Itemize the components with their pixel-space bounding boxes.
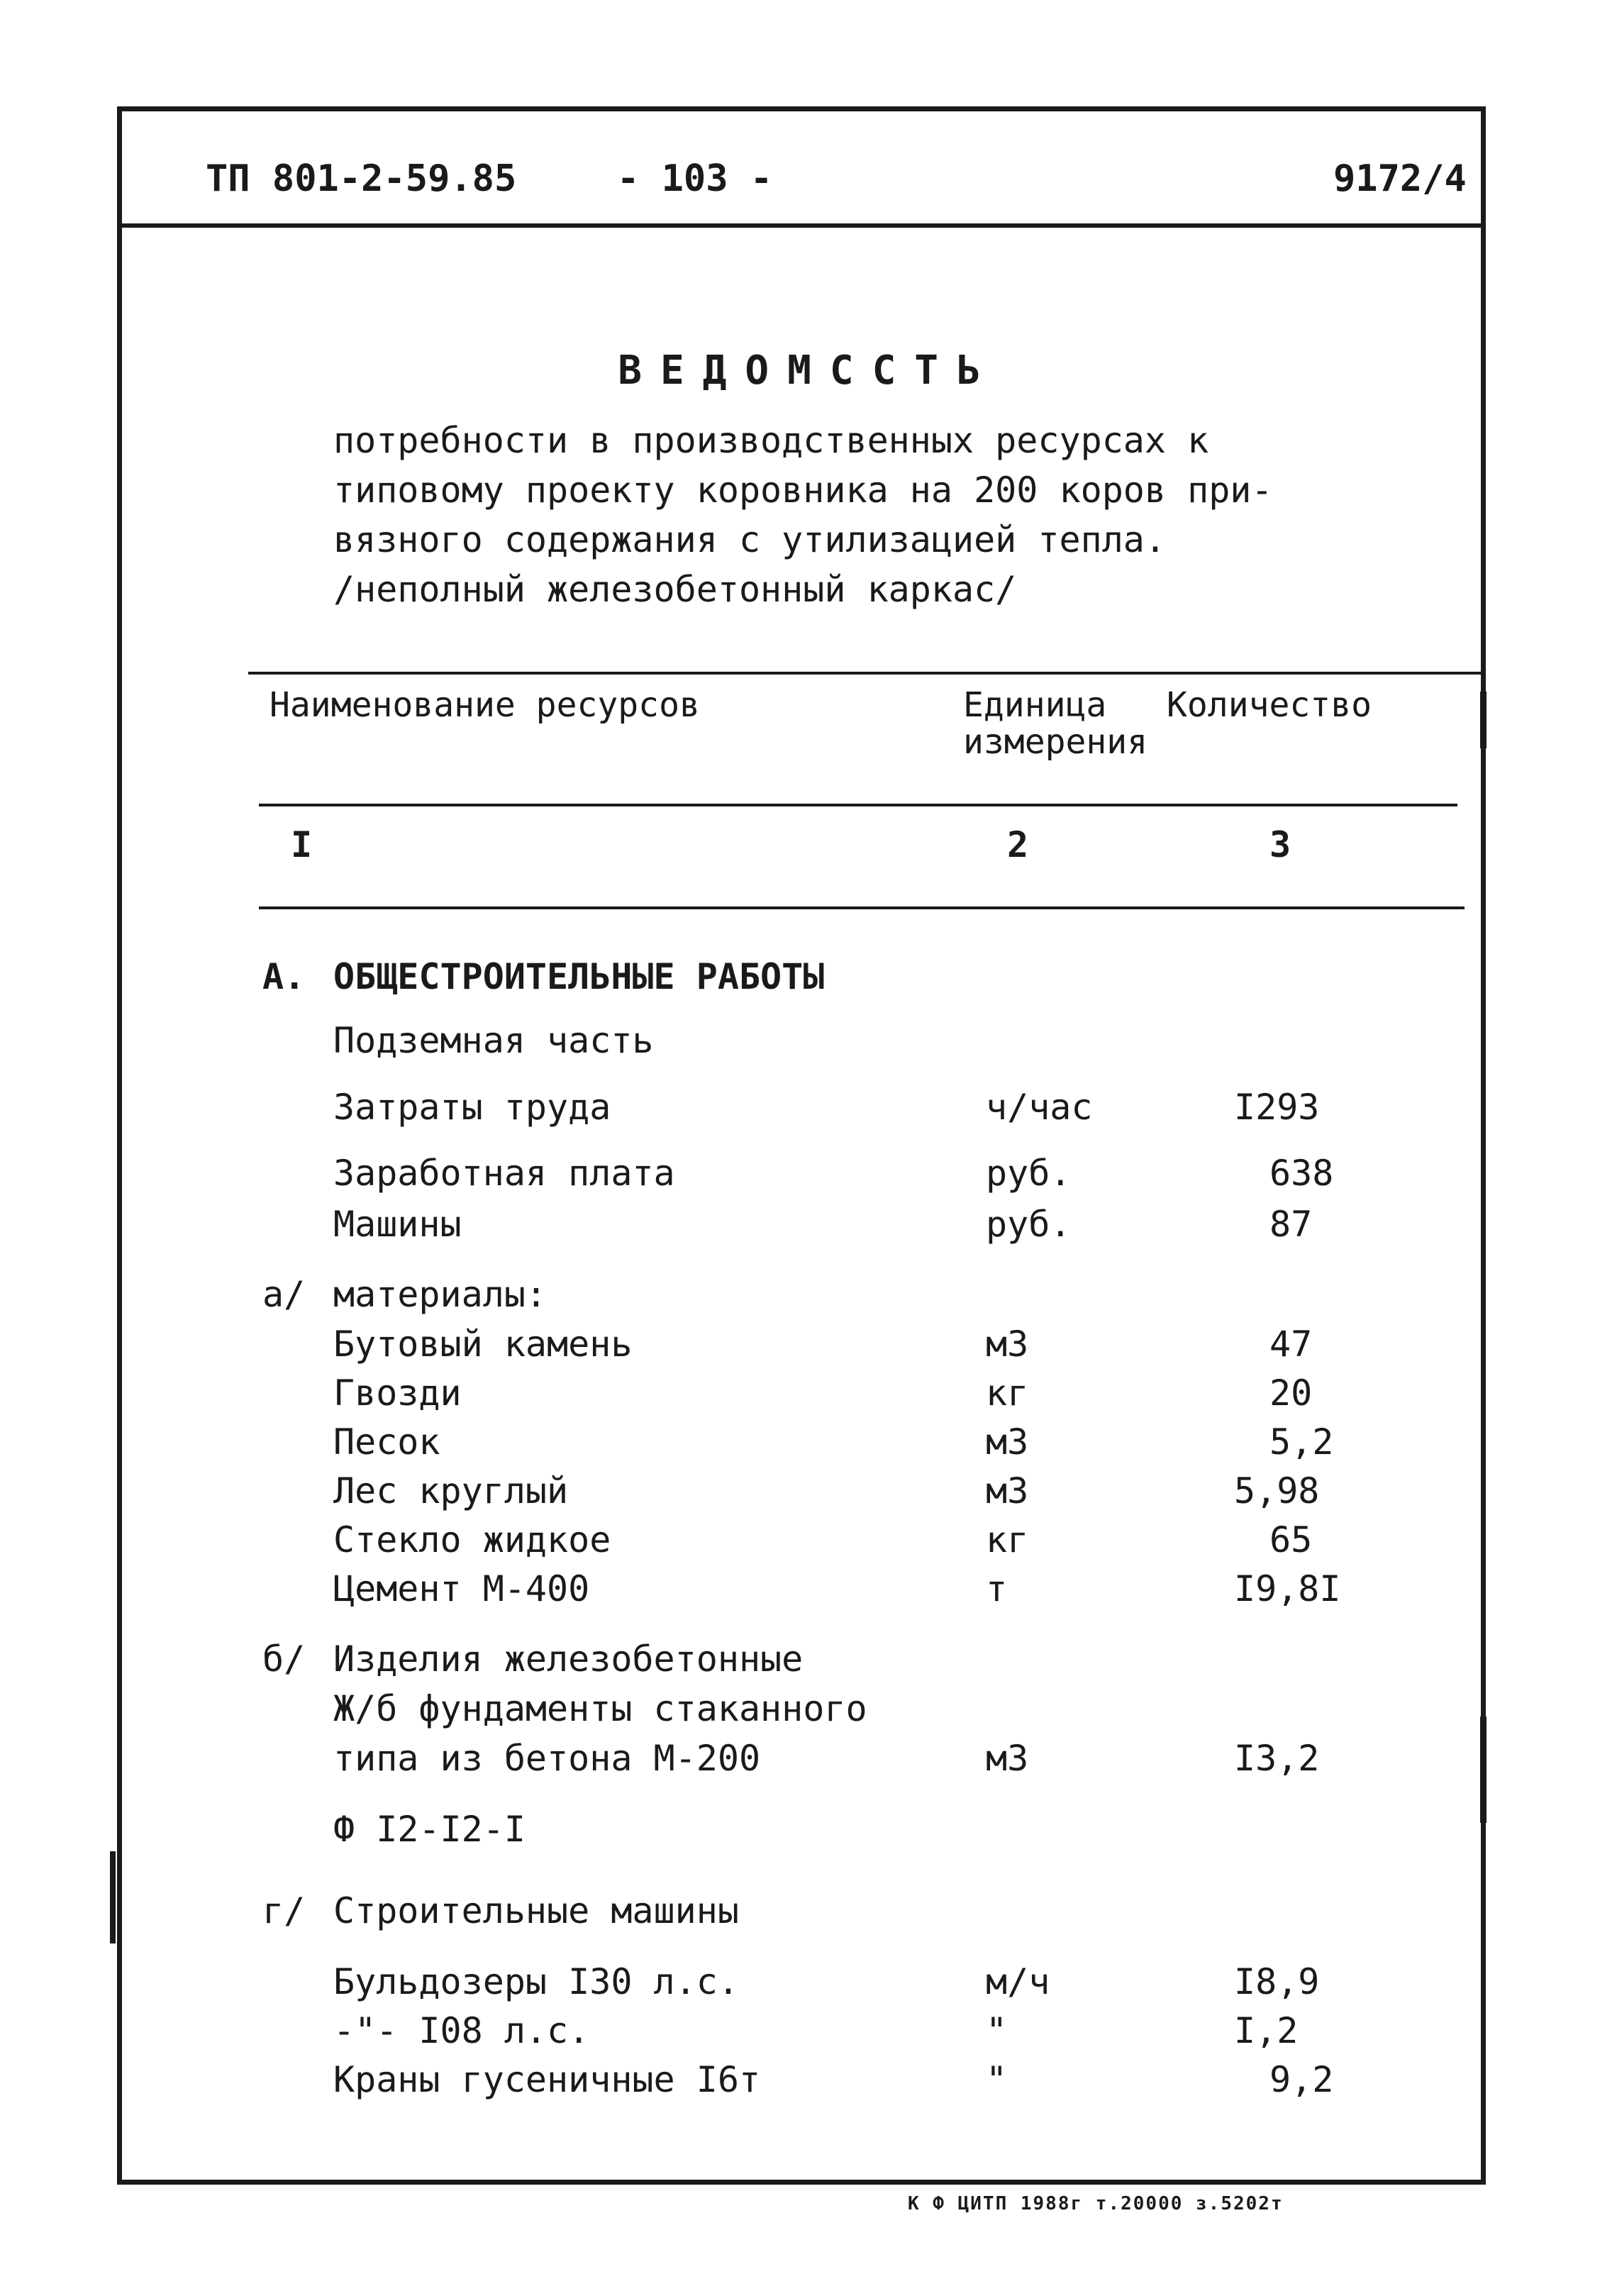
- header-bottom-rule: [259, 804, 1457, 806]
- quantity-cell: 47: [1269, 1324, 1313, 1365]
- column-number: 2: [1007, 824, 1029, 865]
- column-number: 3: [1269, 824, 1291, 865]
- table-row: [0, 956, 1617, 999]
- resource-name: типа из бетона М-200: [333, 1738, 761, 1779]
- quantity-cell: I8,9: [1234, 1961, 1320, 2002]
- page-frame: [117, 106, 1486, 2185]
- margin-mark: [110, 1851, 116, 1943]
- table-row: [0, 1688, 1617, 1731]
- table-row: [0, 1890, 1617, 1933]
- quantity-cell: 5,98: [1234, 1470, 1320, 1512]
- resource-name: Песок: [333, 1421, 440, 1463]
- table-row: [0, 1020, 1617, 1063]
- unit-cell: руб.: [986, 1204, 1072, 1245]
- resource-name: Ф I2-I2-I: [333, 1809, 526, 1850]
- table-row: [0, 1087, 1617, 1129]
- table-row: [0, 1153, 1617, 1195]
- unit-cell: кг: [986, 1372, 1029, 1414]
- unit-cell: м3: [986, 1421, 1029, 1463]
- quantity-cell: I9,8I: [1234, 1568, 1341, 1609]
- unit-cell: ": [986, 2059, 1008, 2100]
- quantity-cell: I293: [1234, 1087, 1320, 1128]
- table-row: [0, 1274, 1617, 1316]
- table-row: [0, 1519, 1617, 1562]
- resource-name: Бульдозеры I30 л.с.: [333, 1961, 739, 2002]
- table-row: [0, 1204, 1617, 1246]
- header-quantity: Количество: [1167, 685, 1372, 725]
- row-mark: б/: [262, 1638, 306, 1680]
- header-unit: Единица измерения: [963, 685, 1148, 762]
- resource-name: Бутовый камень: [333, 1324, 633, 1365]
- margin-mark: [1480, 1717, 1487, 1823]
- table-row: [0, 2059, 1617, 2102]
- table-row: [0, 1470, 1617, 1513]
- quantity-cell: 9,2: [1269, 2059, 1334, 2100]
- unit-cell: м3: [986, 1470, 1029, 1512]
- resource-name: ОБЩЕСТРОИТЕЛЬНЫЕ РАБОТЫ: [333, 956, 825, 997]
- quantity-cell: 638: [1269, 1153, 1334, 1194]
- intro-line: /неполный железобетонный каркас/: [333, 569, 1017, 610]
- quantity-cell: I3,2: [1234, 1738, 1320, 1779]
- resource-name: Гвозди: [333, 1372, 462, 1414]
- unit-cell: м/ч: [986, 1961, 1050, 2002]
- table-top-rule: [248, 672, 1486, 675]
- resource-name: Затраты труда: [333, 1087, 611, 1128]
- resource-name: Цемент М-400: [333, 1568, 590, 1609]
- resource-name: Машины: [333, 1204, 462, 1245]
- column-number-rule: [259, 906, 1465, 909]
- printer-stamp: К Ф ЦИТП 1988г т.20000 з.5202т: [908, 2193, 1284, 2214]
- document-title: ВЕДОМССТЬ: [618, 348, 999, 394]
- quantity-cell: 87: [1269, 1204, 1313, 1245]
- header-name: Наименование ресурсов: [270, 685, 700, 725]
- resource-name: Ж/б фундаменты стаканного: [333, 1688, 867, 1729]
- resource-name: Изделия железобетонные: [333, 1638, 804, 1680]
- unit-cell: м3: [986, 1738, 1029, 1779]
- row-mark: а/: [262, 1274, 306, 1315]
- resource-name: Заработная плата: [333, 1153, 675, 1194]
- row-mark: г/: [262, 1890, 306, 1931]
- table-row: [0, 1421, 1617, 1464]
- unit-cell: ч/час: [986, 1087, 1093, 1128]
- table-row: [0, 1638, 1617, 1681]
- unit-cell: руб.: [986, 1153, 1072, 1194]
- header-divider: [117, 223, 1486, 228]
- sheet-ref: 9172/4: [1333, 157, 1467, 200]
- unit-cell: кг: [986, 1519, 1029, 1560]
- column-number: I: [291, 824, 313, 865]
- resource-name: Краны гусеничные I6т: [333, 2059, 761, 2100]
- doc-code: ТП 801-2-59.85: [206, 157, 517, 200]
- unit-cell: т: [986, 1568, 1008, 1609]
- resource-name: Подземная часть: [333, 1020, 654, 1061]
- table-row: [0, 1568, 1617, 1611]
- table-row: [0, 1961, 1617, 2004]
- intro-line: потребности в производственных ресурсах к: [333, 420, 1209, 461]
- intro-line: типовому проекту коровника на 200 коров при-: [333, 470, 1273, 511]
- resource-name: Строительные машины: [333, 1890, 739, 1931]
- unit-cell: ": [986, 2010, 1008, 2051]
- table-row: [0, 2010, 1617, 2053]
- table-row: [0, 1738, 1617, 1780]
- row-mark: А.: [262, 956, 306, 997]
- margin-mark: [1480, 692, 1487, 748]
- resource-name: материалы:: [333, 1274, 548, 1315]
- quantity-cell: 5,2: [1269, 1421, 1334, 1463]
- intro-line: вязного содержания с утилизацией тепла.: [333, 519, 1166, 560]
- quantity-cell: I,2: [1234, 2010, 1299, 2051]
- table-row: [0, 1324, 1617, 1366]
- resource-name: Стекло жидкое: [333, 1519, 611, 1560]
- table-row: [0, 1809, 1617, 1851]
- table-row: [0, 1372, 1617, 1415]
- resource-name: Лес круглый: [333, 1470, 569, 1512]
- quantity-cell: 65: [1269, 1519, 1313, 1560]
- resource-name: -"- I08 л.с.: [333, 2010, 590, 2051]
- quantity-cell: 20: [1269, 1372, 1313, 1414]
- page-number: - 103 -: [617, 157, 773, 200]
- unit-cell: м3: [986, 1324, 1029, 1365]
